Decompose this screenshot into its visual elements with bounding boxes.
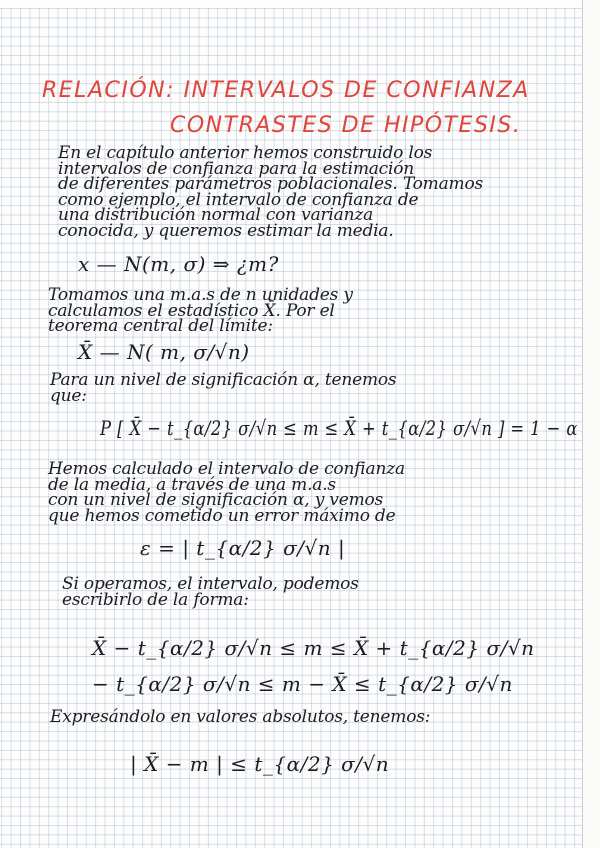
text-line: Expresándolo en valores absolutos, tenemos:	[50, 707, 431, 727]
text-line: con un nivel de significación α, y vemos	[48, 490, 384, 510]
text-line: una distribución normal con varianza	[58, 205, 374, 225]
text-line: como ejemplo, el intervalo de confianza de	[58, 189, 419, 210]
title-line-2: CONTRASTES DE HIPÓTESIS.	[170, 113, 522, 138]
text-line: En el capítulo anterior hemos construido los	[58, 143, 433, 163]
text-line: escribirlo de la forma:	[62, 589, 249, 610]
paragraph-5	[62, 574, 359, 610]
formula-1: x — N(m, σ) ⇒ ¿m?	[78, 252, 279, 276]
paragraph-4	[48, 459, 405, 526]
paragraph-6	[50, 707, 431, 727]
formula-4: ε = | t_{α/2} σ/√n |	[140, 536, 346, 560]
formula-3: P [ X̄ − t_{α/2} σ/√n ≤ m ≤ X̄ + t_{α/2} σ/√n ] = 1 − α	[100, 416, 578, 440]
text-line: que:	[50, 385, 87, 406]
formula-2: X̄ — N( m, σ/√n)	[78, 340, 250, 364]
text-line: Para un nivel de significación α, tenemos	[50, 370, 397, 390]
text-line: de diferentes parámetros poblacionales. Tomamos	[58, 174, 484, 194]
text-line: Tomamos una m.a.s de n unidades y	[48, 285, 353, 305]
text-line: Hemos calculado el intervalo de confianza	[48, 459, 405, 479]
text-line: calculamos el estadístico X̄. Por el	[48, 300, 335, 321]
page-edge	[582, 0, 600, 848]
formula-7: | X̄ − m | ≤ t_{α/2} σ/√n	[130, 752, 390, 776]
text-line: Si operamos, el intervalo, podemos	[62, 574, 359, 594]
text-line: conocida, y queremos estimar la media.	[58, 220, 394, 241]
text-line: de la media, a través de una m.a.s	[48, 474, 336, 495]
formula-5: X̄ − t_{α/2} σ/√n ≤ m ≤ X̄ + t_{α/2} σ/√n	[92, 636, 535, 660]
text-line: intervalos de confianza para la estimación	[58, 158, 415, 179]
formula-6: − t_{α/2} σ/√n ≤ m − X̄ ≤ t_{α/2} σ/√n	[92, 672, 513, 696]
paragraph-1	[58, 143, 484, 241]
text-line: que hemos cometido un error máximo de	[48, 505, 396, 526]
paragraph-3	[50, 370, 397, 406]
title-line-1: RELACIÓN: INTERVALOS DE CONFIANZA	[42, 78, 530, 103]
text-line: teorema central del límite:	[48, 316, 273, 336]
top-margin	[0, 0, 600, 8]
paragraph-2	[48, 285, 353, 336]
